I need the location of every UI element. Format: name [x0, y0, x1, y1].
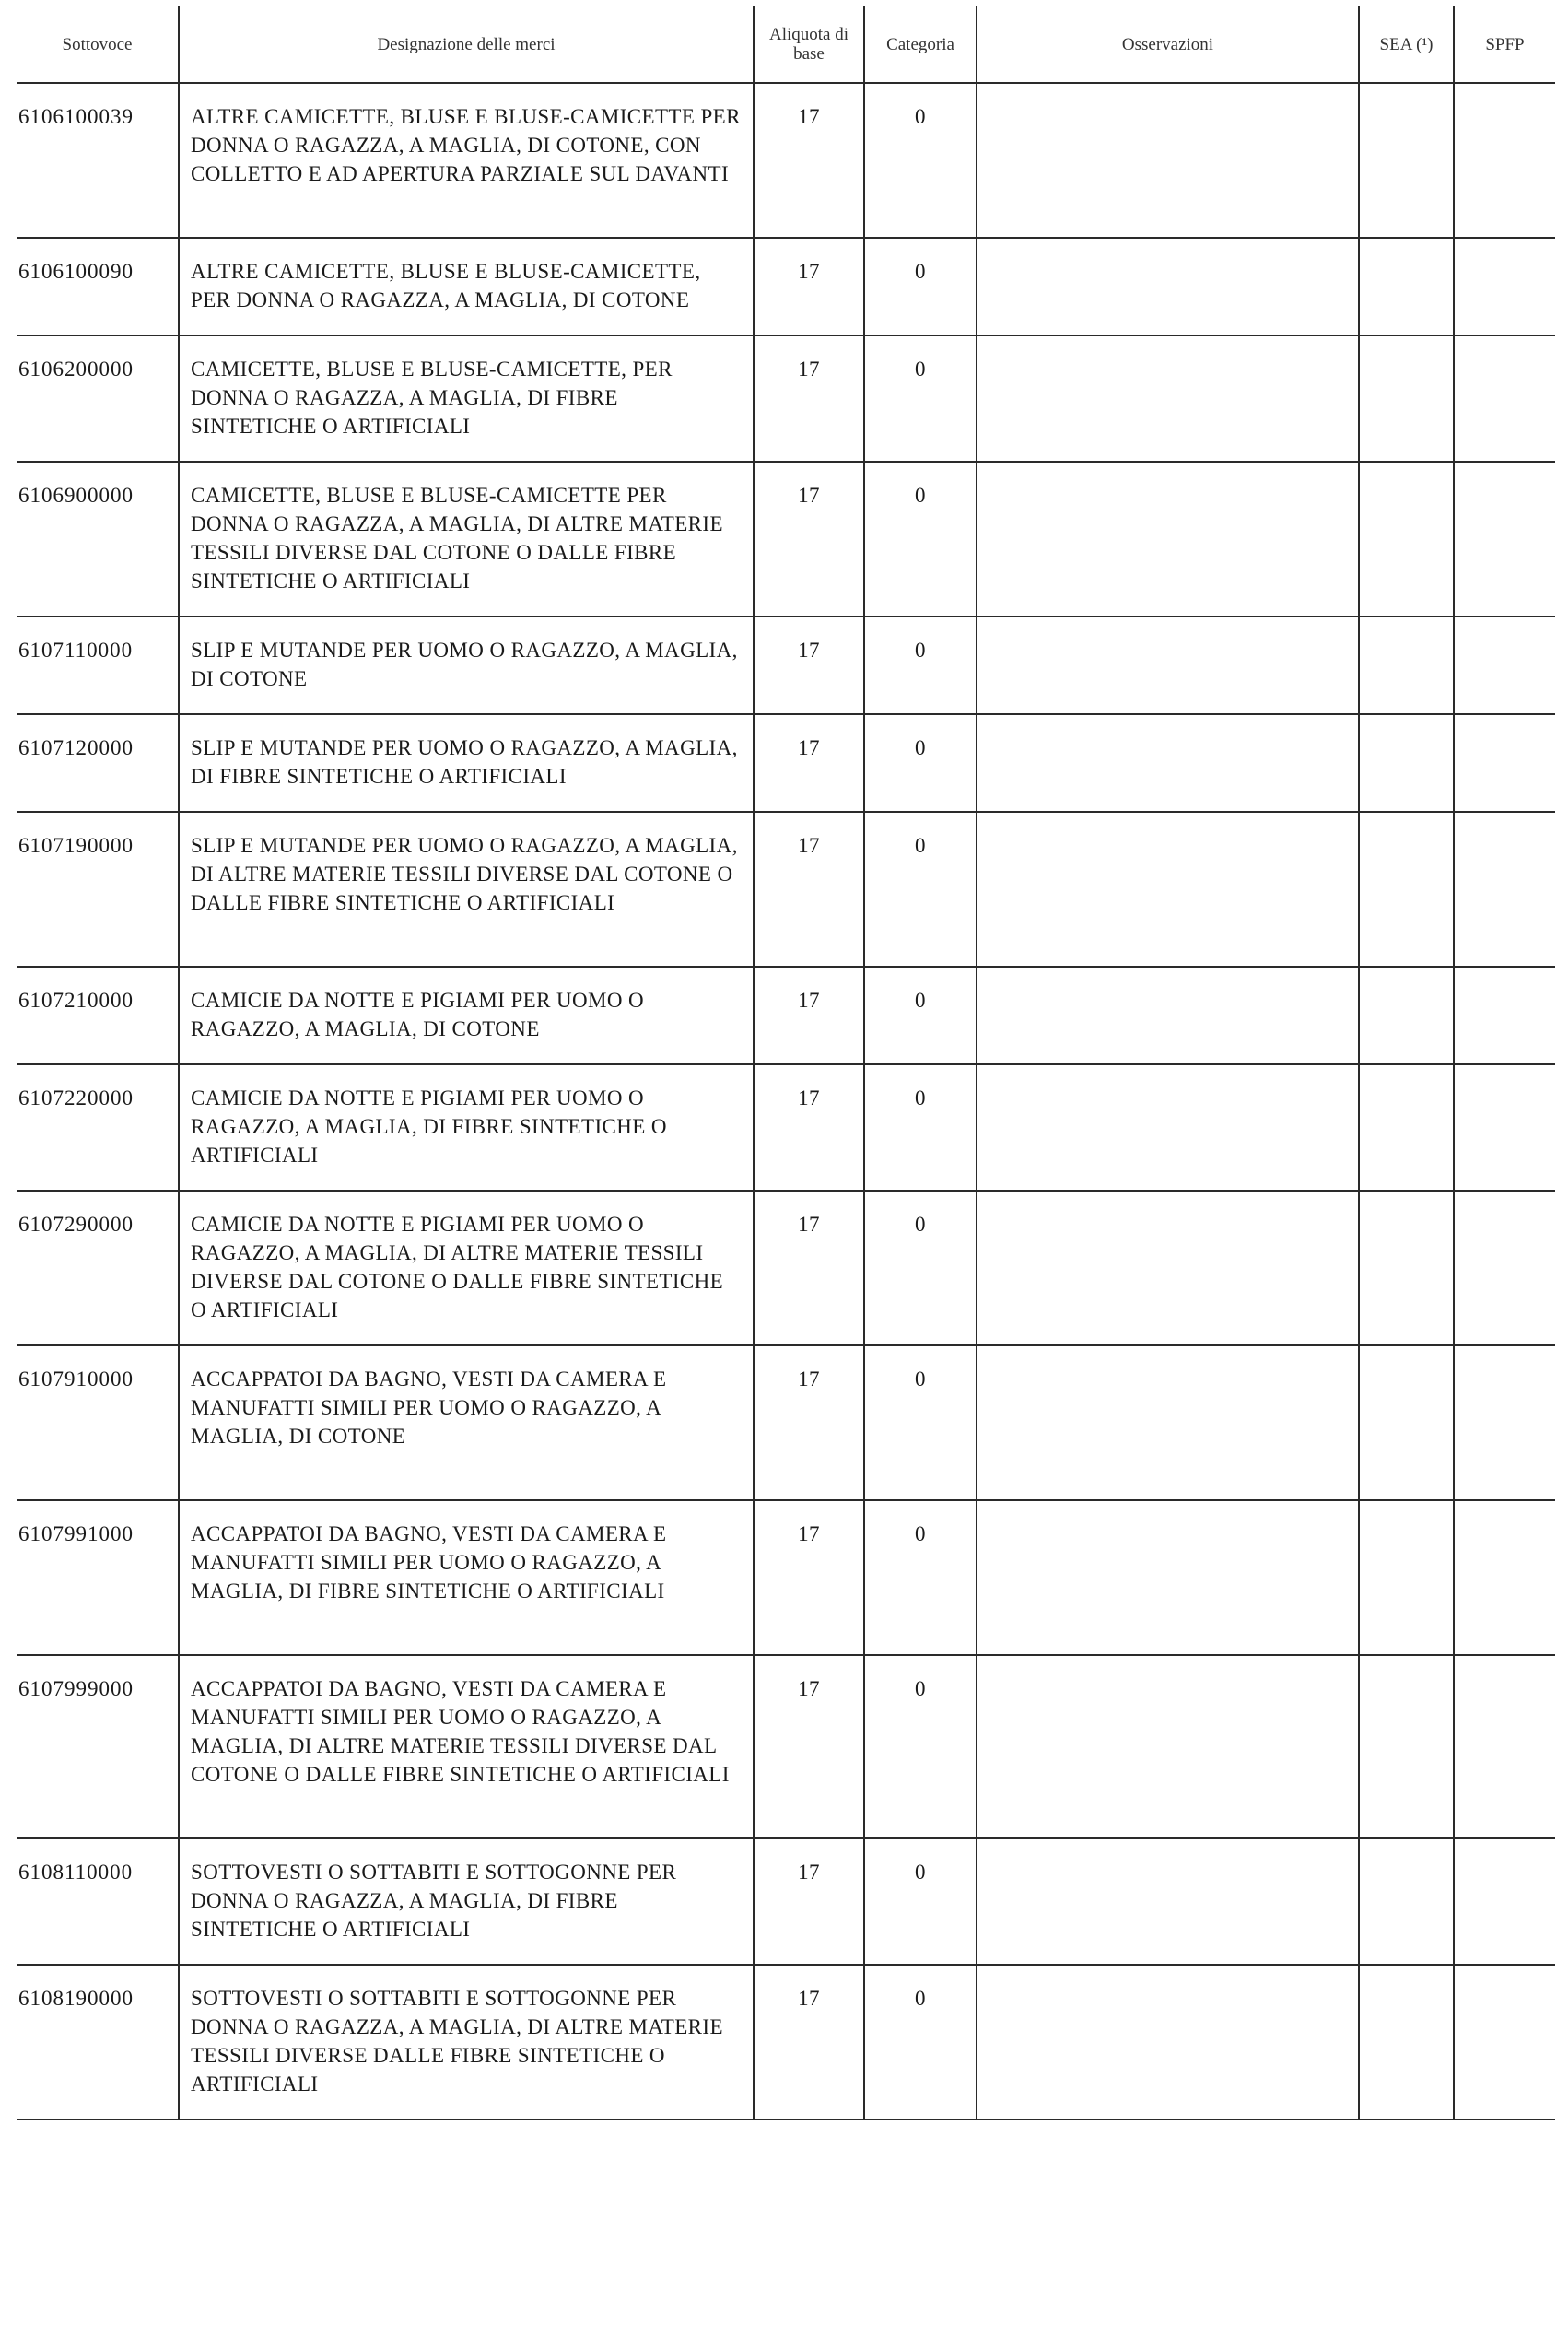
row-remarks — [977, 1191, 1359, 1345]
row-base-rate: 17 — [754, 616, 864, 714]
row-spfp — [1454, 1064, 1555, 1191]
row-base-rate: 17 — [754, 1064, 864, 1191]
row-description: CAMICIE DA NOTTE E PIGIAMI PER UOMO O RAGAZZO, A MAGLIA, DI COTONE — [179, 967, 754, 1064]
row-code: 6107910000 — [17, 1345, 179, 1500]
row-spfp — [1454, 1500, 1555, 1655]
row-description: SLIP E MUTANDE PER UOMO O RAGAZZO, A MAGLIA, DI ALTRE MATERIE TESSILI DIVERSE DAL COTONE O DALLE FIBRE SINTETICHE O ARTIFICIALI — [179, 812, 754, 967]
table-row — [17, 1655, 1555, 1838]
row-spfp — [1454, 1345, 1555, 1500]
row-spfp — [1454, 462, 1555, 616]
row-base-rate: 17 — [754, 462, 864, 616]
row-category: 0 — [864, 1191, 977, 1345]
row-code: 6107110000 — [17, 616, 179, 714]
row-base-rate: 17 — [754, 238, 864, 335]
table-row — [17, 1965, 1555, 2119]
row-code: 6108110000 — [17, 1838, 179, 1965]
row-spfp — [1454, 1965, 1555, 2119]
row-spfp — [1454, 335, 1555, 462]
table-row — [17, 462, 1555, 616]
row-category: 0 — [864, 1965, 977, 2119]
row-code: 6107120000 — [17, 714, 179, 812]
row-base-rate: 17 — [754, 83, 864, 238]
row-spfp — [1454, 967, 1555, 1064]
row-sea — [1359, 1064, 1454, 1191]
row-description: CAMICETTE, BLUSE E BLUSE-CAMICETTE, PER DONNA O RAGAZZA, A MAGLIA, DI FIBRE SINTETICHE O ARTIFICIALI — [179, 335, 754, 462]
row-description: ALTRE CAMICETTE, BLUSE E BLUSE-CAMICETTE, PER DONNA O RAGAZZA, A MAGLIA, DI COTONE — [179, 238, 754, 335]
row-remarks — [977, 462, 1359, 616]
row-code: 6108190000 — [17, 1965, 179, 2119]
row-remarks — [977, 967, 1359, 1064]
row-sea — [1359, 1500, 1454, 1655]
header-sea: SEA (¹) — [1359, 6, 1454, 84]
table-row — [17, 335, 1555, 462]
row-category: 0 — [864, 1064, 977, 1191]
row-code: 6106900000 — [17, 462, 179, 616]
row-sea — [1359, 616, 1454, 714]
row-remarks — [977, 238, 1359, 335]
row-spfp — [1454, 1655, 1555, 1838]
table-row — [17, 1500, 1555, 1655]
row-code: 6107210000 — [17, 967, 179, 1064]
row-sea — [1359, 238, 1454, 335]
row-description: CAMICETTE, BLUSE E BLUSE-CAMICETTE PER DONNA O RAGAZZA, A MAGLIA, DI ALTRE MATERIE TESSILI DIVERSE DAL COTONE O DALLE FIBRE SINTETICHE O ARTIFICIALI — [179, 462, 754, 616]
row-description: CAMICIE DA NOTTE E PIGIAMI PER UOMO O RAGAZZO, A MAGLIA, DI FIBRE SINTETICHE O ARTIFICIALI — [179, 1064, 754, 1191]
row-remarks — [977, 812, 1359, 967]
row-spfp — [1454, 812, 1555, 967]
row-remarks — [977, 1345, 1359, 1500]
row-sea — [1359, 812, 1454, 967]
table-row — [17, 714, 1555, 812]
row-sea — [1359, 1345, 1454, 1500]
row-description: SOTTOVESTI O SOTTABITI E SOTTOGONNE PER DONNA O RAGAZZA, A MAGLIA, DI FIBRE SINTETICHE O ARTIFICIALI — [179, 1838, 754, 1965]
row-sea — [1359, 462, 1454, 616]
table-row — [17, 1838, 1555, 1965]
header-base-rate: Aliquota di base — [754, 6, 864, 84]
row-description: ACCAPPATOI DA BAGNO, VESTI DA CAMERA E MANUFATTI SIMILI PER UOMO O RAGAZZO, A MAGLIA, DI ALTRE MATERIE TESSILI DIVERSE DAL COTONE O DALLE FIBRE SINTETICHE O ARTIFICIALI — [179, 1655, 754, 1838]
row-sea — [1359, 714, 1454, 812]
row-remarks — [977, 335, 1359, 462]
row-description: ACCAPPATOI DA BAGNO, VESTI DA CAMERA E MANUFATTI SIMILI PER UOMO O RAGAZZO, A MAGLIA, DI FIBRE SINTETICHE O ARTIFICIALI — [179, 1500, 754, 1655]
table-row — [17, 83, 1555, 238]
row-category: 0 — [864, 83, 977, 238]
row-category: 0 — [864, 335, 977, 462]
row-remarks — [977, 616, 1359, 714]
row-category: 0 — [864, 1655, 977, 1838]
row-base-rate: 17 — [754, 1191, 864, 1345]
row-spfp — [1454, 616, 1555, 714]
row-category: 0 — [864, 812, 977, 967]
row-base-rate: 17 — [754, 1345, 864, 1500]
row-description: CAMICIE DA NOTTE E PIGIAMI PER UOMO O RAGAZZO, A MAGLIA, DI ALTRE MATERIE TESSILI DIVERSE DAL COTONE O DALLE FIBRE SINTETICHE O ARTIFICIALI — [179, 1191, 754, 1345]
table-row — [17, 1191, 1555, 1345]
row-remarks — [977, 1965, 1359, 2119]
row-code: 6107991000 — [17, 1500, 179, 1655]
row-category: 0 — [864, 714, 977, 812]
row-description: ACCAPPATOI DA BAGNO, VESTI DA CAMERA E MANUFATTI SIMILI PER UOMO O RAGAZZO, A MAGLIA, DI COTONE — [179, 1345, 754, 1500]
table-row — [17, 812, 1555, 967]
row-remarks — [977, 83, 1359, 238]
row-code: 6107290000 — [17, 1191, 179, 1345]
row-description: ALTRE CAMICETTE, BLUSE E BLUSE-CAMICETTE PER DONNA O RAGAZZA, A MAGLIA, DI COTONE, CON COLLETTO E AD APERTURA PARZIALE SUL DAVANTI — [179, 83, 754, 238]
row-code: 6106100039 — [17, 83, 179, 238]
row-remarks — [977, 1064, 1359, 1191]
row-sea — [1359, 1655, 1454, 1838]
row-spfp — [1454, 1191, 1555, 1345]
row-spfp — [1454, 238, 1555, 335]
row-spfp — [1454, 714, 1555, 812]
row-sea — [1359, 1838, 1454, 1965]
row-category: 0 — [864, 1838, 977, 1965]
table-row — [17, 616, 1555, 714]
row-base-rate: 17 — [754, 967, 864, 1064]
header-spfp: SPFP — [1454, 6, 1555, 84]
row-code: 6107220000 — [17, 1064, 179, 1191]
table-header — [17, 6, 1555, 84]
row-sea — [1359, 335, 1454, 462]
row-code: 6106200000 — [17, 335, 179, 462]
table-body — [17, 83, 1555, 2119]
row-base-rate: 17 — [754, 1965, 864, 2119]
row-base-rate: 17 — [754, 714, 864, 812]
row-sea — [1359, 83, 1454, 238]
header-code: Sottovoce — [17, 6, 179, 84]
row-category: 0 — [864, 967, 977, 1064]
tariff-page — [17, 6, 1555, 2120]
row-category: 0 — [864, 1500, 977, 1655]
row-category: 0 — [864, 238, 977, 335]
row-code: 6107999000 — [17, 1655, 179, 1838]
header-row — [17, 6, 1555, 84]
row-base-rate: 17 — [754, 1500, 864, 1655]
row-category: 0 — [864, 616, 977, 714]
row-sea — [1359, 1965, 1454, 2119]
row-remarks — [977, 1500, 1359, 1655]
row-spfp — [1454, 83, 1555, 238]
header-remarks: Osservazioni — [977, 6, 1359, 84]
tariff-table — [17, 6, 1555, 2120]
table-row — [17, 238, 1555, 335]
row-category: 0 — [864, 1345, 977, 1500]
row-base-rate: 17 — [754, 1838, 864, 1965]
table-row — [17, 1064, 1555, 1191]
table-row — [17, 1345, 1555, 1500]
row-category: 0 — [864, 462, 977, 616]
row-base-rate: 17 — [754, 335, 864, 462]
row-sea — [1359, 1191, 1454, 1345]
row-remarks — [977, 1838, 1359, 1965]
table-row — [17, 967, 1555, 1064]
header-category: Categoria — [864, 6, 977, 84]
row-description: SLIP E MUTANDE PER UOMO O RAGAZZO, A MAGLIA, DI COTONE — [179, 616, 754, 714]
row-code: 6106100090 — [17, 238, 179, 335]
row-description: SOTTOVESTI O SOTTABITI E SOTTOGONNE PER DONNA O RAGAZZA, A MAGLIA, DI ALTRE MATERIE TESSILI DIVERSE DALLE FIBRE SINTETICHE O ARTIFICIALI — [179, 1965, 754, 2119]
row-spfp — [1454, 1838, 1555, 1965]
row-sea — [1359, 967, 1454, 1064]
row-remarks — [977, 1655, 1359, 1838]
row-base-rate: 17 — [754, 1655, 864, 1838]
row-code: 6107190000 — [17, 812, 179, 967]
header-description: Designazione delle merci — [179, 6, 754, 84]
row-description: SLIP E MUTANDE PER UOMO O RAGAZZO, A MAGLIA, DI FIBRE SINTETICHE O ARTIFICIALI — [179, 714, 754, 812]
row-remarks — [977, 714, 1359, 812]
row-base-rate: 17 — [754, 812, 864, 967]
